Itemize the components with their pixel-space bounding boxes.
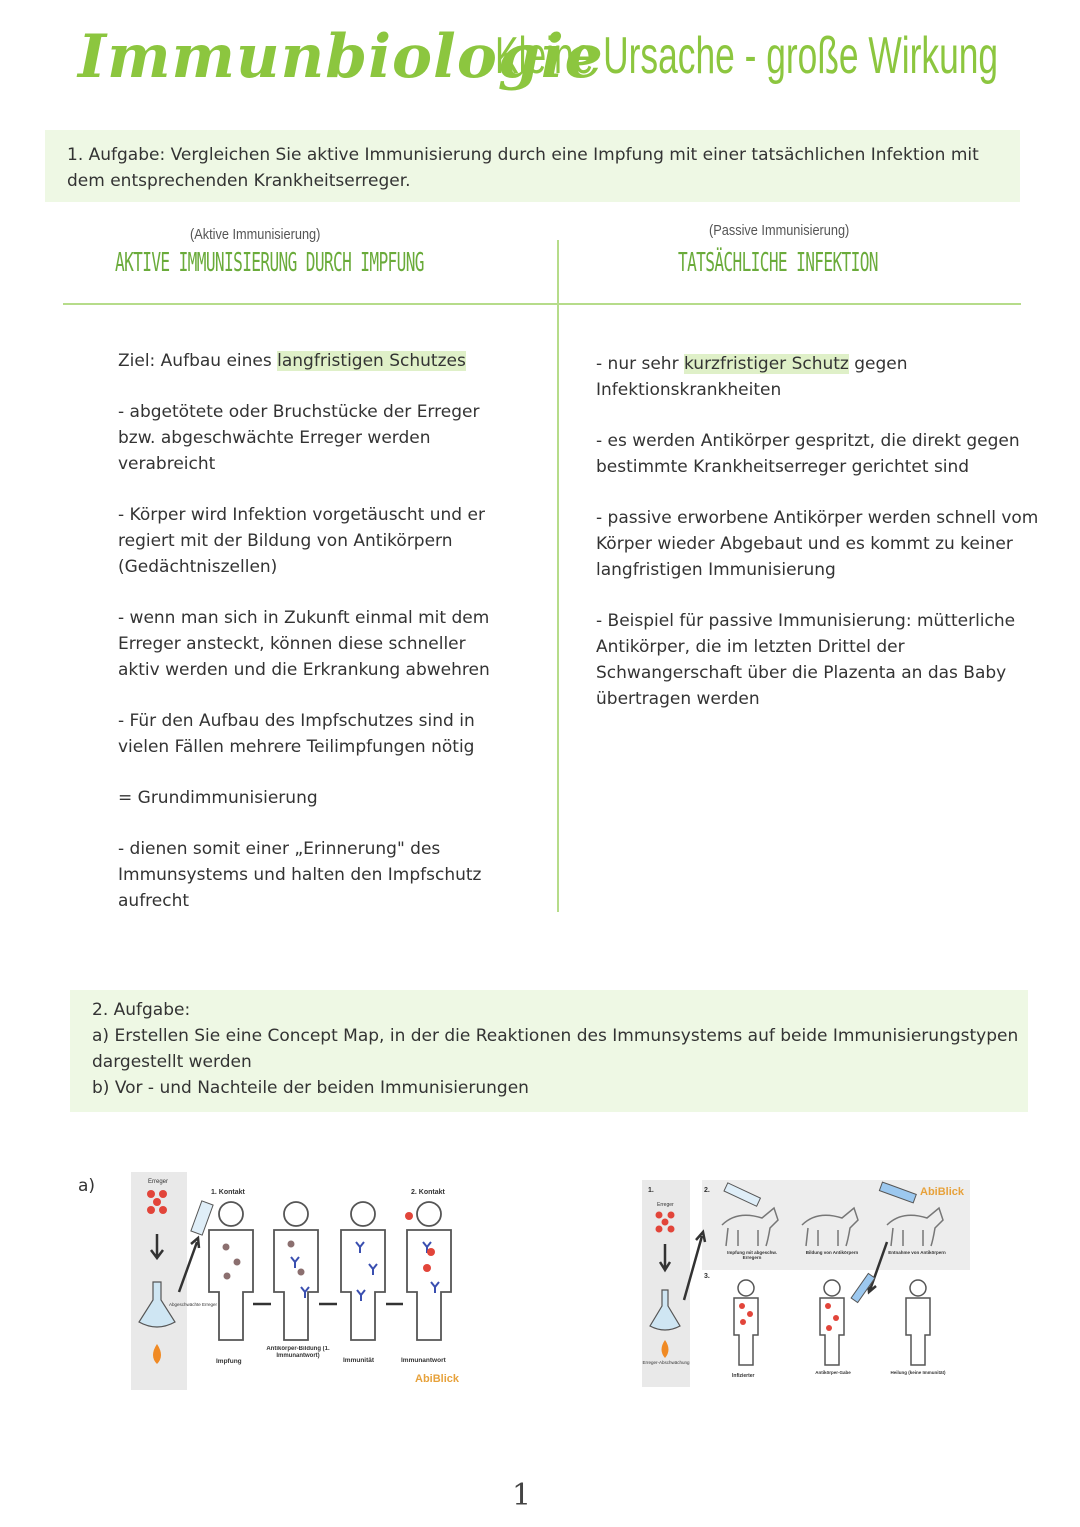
- right-first-prefix: - nur sehr: [596, 354, 684, 374]
- left-point: - dienen somit einer „Erinnerung" des Immunsystems und halten den Impfschutz aufrecht: [118, 839, 482, 911]
- immune-response-label: Immunantwort: [401, 1357, 446, 1364]
- step-1-label: 1.: [648, 1187, 654, 1194]
- right-column-heading: TATSÄCHLICHE INFEKTION: [678, 248, 878, 278]
- antibody-extraction-label: Entnahme von Antikörpern: [888, 1250, 946, 1255]
- pathogen-in-body: [739, 1303, 839, 1331]
- task-1-box: [45, 130, 1020, 202]
- step-2-label: 2.: [704, 1187, 710, 1194]
- page-number: 1: [512, 1478, 532, 1513]
- right-first-point: [596, 351, 1051, 403]
- right-column: [596, 351, 1051, 737]
- task-1-text: 1. Aufgabe: Vergleichen Sie aktive Immunisierung durch eine Impfung mit einer tatsächlichen Infektion mit dem entsprechenden Krankheitserreger.: [67, 145, 979, 191]
- goal-prefix: Ziel: Aufbau eines: [118, 351, 278, 371]
- column-divider-horizontal: [63, 303, 1021, 305]
- figure-label: a): [78, 1176, 96, 1196]
- impfung-label: Impfung: [216, 1358, 242, 1365]
- left-point: - abgetötete oder Bruchstücke der Erreger bzw. abgeschwächte Erreger werden verabreicht: [118, 402, 480, 474]
- left-point: - Für den Aufbau des Impfschutzes sind in vielen Fällen mehrere Teilimpfungen nötig: [118, 711, 475, 757]
- attenuation-label: Erreger-Abschwächung: [642, 1360, 690, 1365]
- second-contact-label: 2. Kontakt: [411, 1189, 445, 1196]
- antibody-formation-label: Bildung von Antikörpern: [805, 1250, 859, 1255]
- right-point: - es werden Antikörper gespritzt, die direkt gegen bestimmte Krankheitserreger gerichtet sind: [596, 431, 1020, 477]
- task-2-box: [70, 990, 1028, 1112]
- page-subtitle: Kleine Ursache - große Wirkung: [495, 27, 999, 85]
- goal-highlight: langfristigen Schutzes: [277, 351, 466, 371]
- task-2-line-1: 2. Aufgabe:: [92, 1000, 191, 1020]
- left-point: - Körper wird Infektion vorgetäuscht und er regiert mit der Bildung von Antikörpern (Gedächtniszellen): [118, 505, 485, 577]
- page-title: Immunbiologie: [78, 22, 604, 92]
- left-point: - wenn man sich in Zukunft einmal mit dem Erreger ansteckt, können diese schneller aktiv werden und die Erkrankung abwehren: [118, 608, 490, 680]
- attenuated-label: Abgeschwächte Erreger: [169, 1302, 218, 1307]
- right-first-suffix: gegen Infektionskrankheiten: [596, 354, 908, 400]
- goal-line: [118, 348, 498, 374]
- right-point: - Beispiel für passive Immunisierung: mütterliche Antikörper, die im letzten Drittel der Schwangerschaft über die Plazenta an das Baby übertragen werden: [596, 611, 1016, 709]
- abiblick-logo: AbiBlick: [415, 1373, 460, 1385]
- first-contact-label: 1. Kontakt: [211, 1189, 245, 1196]
- infected-label: Infizierter: [732, 1373, 755, 1379]
- task-2-line-2: a) Erstellen Sie eine Concept Map, in der die Reaktionen des Immunsystems auf beide Immunisierungstypen dargestellt werden: [92, 1026, 1019, 1072]
- step-3-label: 3.: [704, 1273, 710, 1280]
- person-outlines: [209, 1202, 451, 1340]
- active-immunization-diagram: [131, 1172, 476, 1390]
- immunity-label: Immunität: [343, 1357, 375, 1364]
- right-point: - passive erworbene Antikörper werden schnell vom Körper wieder Abgebaut und es kommt zu keiner langfristigen Immunisierung: [596, 508, 1039, 580]
- vaccination-label: Impfung mit abgeschw. Erregern: [727, 1250, 777, 1260]
- left-point: = Grundimmunisierung: [118, 788, 318, 808]
- column-divider-vertical: [557, 240, 559, 912]
- right-column-small-label: (Passive Immunisierung): [709, 222, 850, 239]
- antibody-dose-label: Antikörper-Gabe: [815, 1370, 851, 1375]
- erreger-label: Erreger: [657, 1202, 674, 1208]
- left-column-heading: AKTIVE IMMUNISIERUNG DURCH IMPFUNG: [115, 248, 424, 278]
- right-first-highlight: kurzfristiger Schutz: [683, 354, 849, 374]
- left-column-small-label: (Aktive Immunisierung): [190, 226, 321, 243]
- antibody-formation-label: Antikörper-Bildung (1. Immunantwort): [266, 1346, 330, 1359]
- healing-label: Heilung (keine Immunität): [890, 1370, 946, 1375]
- passive-immunization-diagram: [642, 1180, 970, 1387]
- task-2-line-3: b) Vor - und Nachteile der beiden Immunisierungen: [92, 1078, 529, 1098]
- abiblick-logo: AbiBlick: [920, 1186, 965, 1198]
- left-column: [118, 348, 498, 939]
- erreger-label: Erreger: [148, 1179, 169, 1185]
- person-outlines: [734, 1280, 930, 1365]
